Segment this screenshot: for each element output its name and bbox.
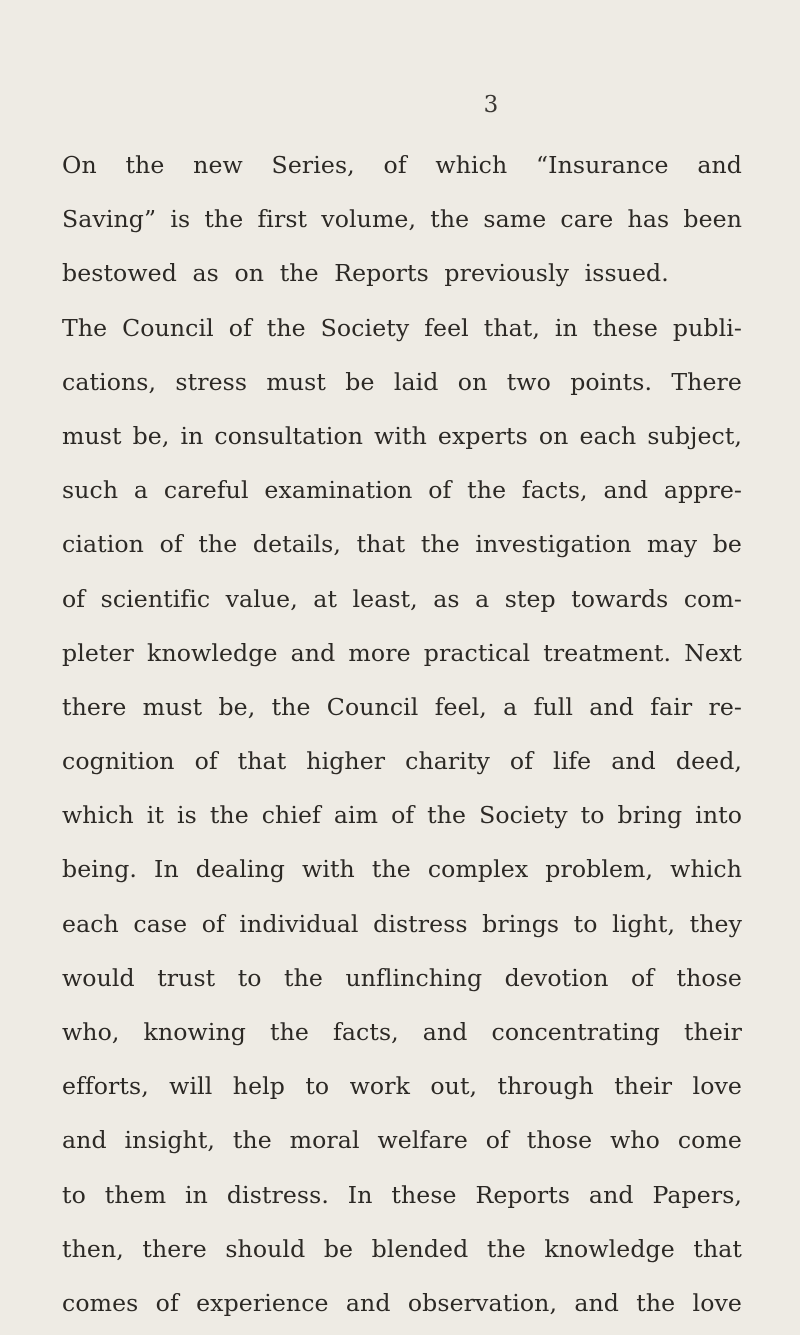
text-line: On the new Series, of which “Insurance and bbox=[62, 151, 742, 179]
text-line: The Council of the Society feel that, in these publi- bbox=[62, 313, 742, 342]
text-line: pleter knowledge and more practical treatment. Next bbox=[62, 638, 742, 667]
text-line: and insight, the moral welfare of those who come bbox=[62, 1126, 742, 1155]
text-line: then, there should be blended the knowledge that bbox=[62, 1234, 742, 1263]
text-line: Saving” is the first volume, the same care has been bbox=[62, 205, 742, 234]
text-line: cations, stress must be laid on two points. There bbox=[62, 367, 742, 396]
page-number: 3 bbox=[483, 92, 499, 118]
text-line: such a careful examination of the facts, and appre- bbox=[62, 476, 742, 505]
text-line: bestowed as on the Reports previously issued. bbox=[62, 259, 669, 288]
text-line: efforts, will help to work out, through their love bbox=[62, 1072, 742, 1101]
text-line: ciation of the details, that the investigation may be bbox=[62, 530, 742, 559]
text-line: to them in distress. In these Reports and Papers, bbox=[62, 1180, 742, 1209]
text-line: being. In dealing with the complex problem, which bbox=[62, 855, 742, 884]
text-line: which it is the chief aim of the Society to bring into bbox=[62, 801, 742, 830]
text-line: each case of individual distress brings to light, they bbox=[62, 909, 742, 938]
text-line: comes of experience and observation, and the love bbox=[62, 1288, 742, 1317]
body-text bbox=[62, 138, 742, 1330]
text-line: must be, in consultation with experts on each subject, bbox=[62, 421, 742, 450]
text-line: cognition of that higher charity of life and deed, bbox=[62, 747, 742, 776]
text-line: there must be, the Council feel, a full and fair re- bbox=[62, 692, 742, 721]
text-line: would trust to the unflinching devotion of those bbox=[62, 963, 742, 992]
text-line: of scientific value, at least, as a step towards com- bbox=[62, 584, 742, 613]
text-line: who, knowing the facts, and concentrating their bbox=[62, 1018, 742, 1046]
